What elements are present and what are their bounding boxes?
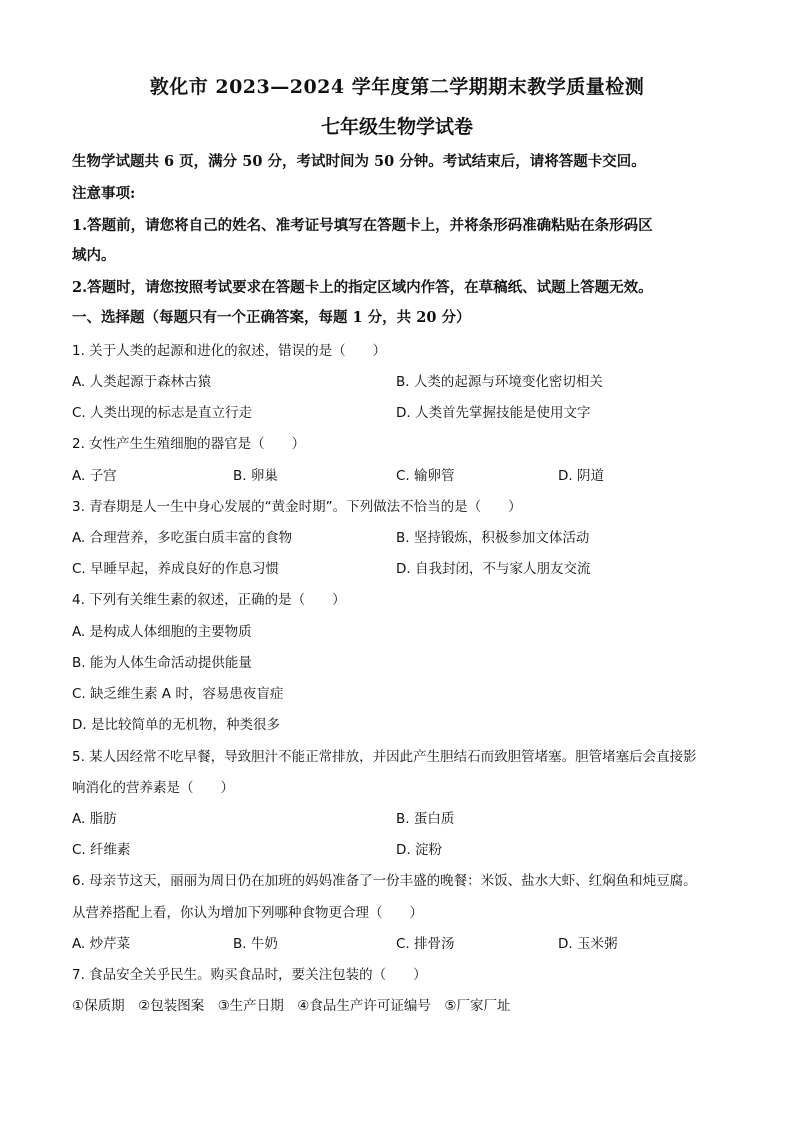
question-3-option-c: C. 早睡早起，养成良好的作息习惯	[72, 561, 280, 577]
question-5-stem-line-1: 5. 某人因经常不吃早餐，导致胆汁不能正常排放，并因此产生胆结石而致胆管堵塞。胆管堵塞后会直接影	[72, 749, 697, 765]
question-4-option-a: A. 是构成人体细胞的主要物质	[72, 624, 252, 640]
question-4-option-c: C. 缺乏维生素 A 时，容易患夜盲症	[72, 686, 284, 702]
question-6-stem-line-1: 6. 母亲节这天，丽丽为周日仍在加班的妈妈准备了一份丰盛的晚餐：米饭、盐水大虾、红焖鱼和炖豆腐。	[72, 873, 697, 889]
exam-subtitle: 七年级生物学试卷	[320, 116, 473, 138]
question-6-option-b: B. 牛奶	[233, 936, 278, 952]
question-7-stem: 7. 食品安全关乎民生。购买食品时，要关注包装的（ ）	[72, 967, 427, 983]
question-2-option-a: A. 子宫	[72, 468, 117, 484]
question-5-option-a: A. 脂肪	[72, 811, 117, 827]
notice-item-2: 2.答题时，请您按照考试要求在答题卡上的指定区域内作答，在草稿纸、试题上答题无效。	[72, 279, 653, 296]
question-1-option-d: D. 人类首先掌握技能是使用文字	[396, 405, 591, 421]
question-3-option-b: B. 坚持锻炼，积极参加文体活动	[396, 530, 590, 546]
question-6-option-a: A. 炒芹菜	[72, 936, 131, 952]
question-6-option-d: D. 玉米粥	[558, 936, 618, 952]
question-1-option-a: A. 人类起源于森林古猿	[72, 374, 212, 390]
question-1-option-b: B. 人类的起源与环境变化密切相关	[396, 374, 603, 390]
notice-title: 注意事项:	[72, 185, 136, 202]
question-2-option-b: B. 卵巢	[233, 468, 278, 484]
question-7-items: ①保质期 ②包装图案 ③生产日期 ④食品生产许可证编号 ⑤厂家厂址	[72, 998, 511, 1014]
question-5-stem-line-2: 响消化的营养素是（ ）	[72, 780, 234, 796]
section-heading: 一、选择题（每题只有一个正确答案，每题 1 分，共 20 分）	[72, 309, 471, 326]
question-3-stem: 3. 青春期是人一生中身心发展的“黄金时期”。下列做法不恰当的是（ ）	[72, 499, 522, 515]
question-5-option-d: D. 淀粉	[396, 842, 442, 858]
question-2-option-c: C. 输卵管	[396, 468, 455, 484]
exam-summary: 生物学试题共 6 页，满分 50 分，考试时间为 50 分钟。考试结束后，请将答题卡交回。	[72, 153, 646, 170]
question-1-option-c: C. 人类出现的标志是直立行走	[72, 405, 253, 421]
question-4-option-d: D. 是比较简单的无机物，种类很多	[72, 717, 280, 733]
notice-item-1-line-2: 域内。	[72, 247, 116, 264]
question-3-option-d: D. 自我封闭，不与家人朋友交流	[396, 561, 591, 577]
question-3-option-a: A. 合理营养，多吃蛋白质丰富的食物	[72, 530, 293, 546]
question-2-option-d: D. 阴道	[558, 468, 604, 484]
question-5-option-c: C. 纤维素	[72, 842, 131, 858]
notice-item-1-line-1: 1.答题前，请您将自己的姓名、准考证号填写在答题卡上，并将条形码准确粘贴在条形码区	[72, 217, 653, 234]
question-4-option-b: B. 能为人体生命活动提供能量	[72, 655, 252, 671]
question-1-stem: 1. 关于人类的起源和进化的叙述，错误的是（ ）	[72, 343, 387, 359]
question-2-stem: 2. 女性产生生殖细胞的器官是（ ）	[72, 436, 306, 452]
question-6-stem-line-2: 从营养搭配上看，你认为增加下列哪种食物更合理（ ）	[72, 905, 423, 921]
exam-title: 敦化市 2023—2024 学年度第二学期期末教学质量检测	[149, 76, 645, 98]
question-6-option-c: C. 排骨汤	[396, 936, 455, 952]
question-4-stem: 4. 下列有关维生素的叙述，正确的是（ ）	[72, 592, 346, 608]
question-5-option-b: B. 蛋白质	[396, 811, 455, 827]
